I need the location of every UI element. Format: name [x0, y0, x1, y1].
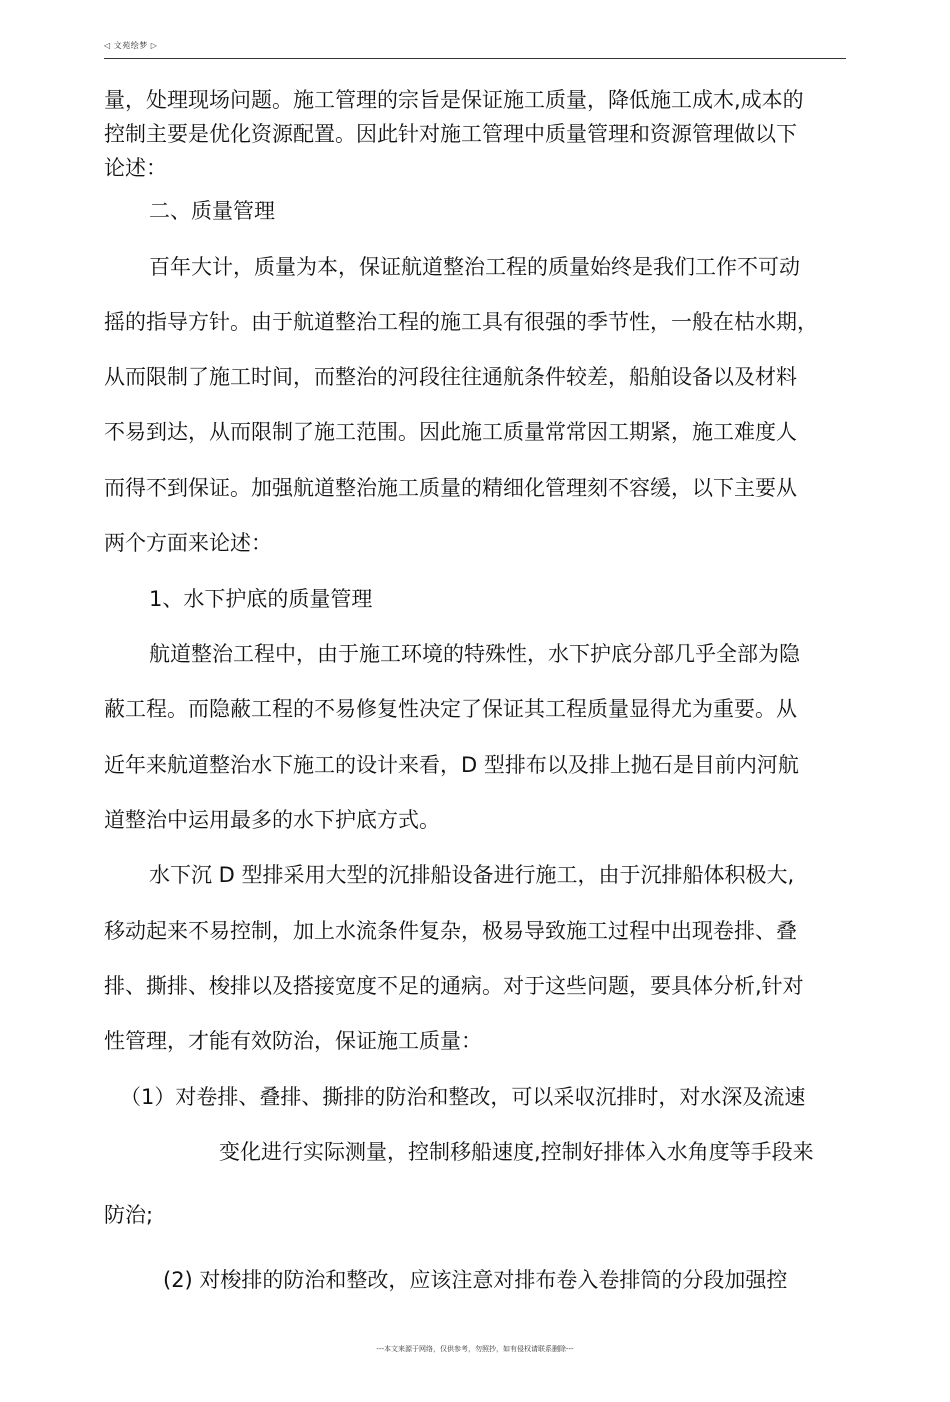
- text-line: 移动起来不易控制，加上水流条件复杂，极易导致施工过程中出现卷排、叠: [104, 919, 797, 943]
- list-item-line: （1）对卷排、叠排、撕排的防治和整改，可以采収沉排时，对水深及流速: [120, 1085, 806, 1109]
- text-line: 从而限制了施工时间，而整治的河段往往通航条件较差，船舶设备以及材料: [104, 365, 797, 389]
- text-line: 近年来航道整治水下施工的设计来看，D 型排布以及排上抛石是目前内河航: [104, 753, 799, 777]
- text-line: 百年大计，质量为本，保证航道整治工程的质量始终是我们工作不可动: [149, 255, 800, 279]
- text-line: 航道整治工程中，由于施工环境的特殊性，水下护底分部几乎全部为隐: [149, 642, 800, 666]
- header-brand-text: ◁ 文苑绘梦 ▷: [104, 41, 158, 50]
- list-item-line: 防治;: [104, 1203, 154, 1227]
- list-item-line: (2) 对梭排的防治和整改，应该注意对排布卷入卷排筒的分段加强控: [163, 1268, 788, 1292]
- list-item-line: 变化进行实际测量，控制移船速度,控制好排体入水角度等手段来: [219, 1140, 814, 1164]
- page-footer-note: ---本文来源于网络，仅供参考，勿照抄，如有侵权请联系删除---: [376, 1345, 574, 1353]
- text-line: 两个方面来论述：: [104, 531, 272, 555]
- text-line: 道整治中运用最多的水下护底方式。: [104, 808, 440, 832]
- page-header: [104, 38, 846, 59]
- text-line: 蔽工程。而隐蔽工程的不易修复性决定了保证其工程质量显得尤为重要。从: [104, 697, 797, 721]
- subsection-heading: 1、水下护底的质量管理: [149, 587, 373, 611]
- text-line: 不易到达，从而限制了施工范围。因此施工质量常常因工期紧，施工难度人: [104, 420, 797, 444]
- text-line: 水下沉 D 型排采用大型的沉排船设备进行施工，由于沉排船体积极大,: [149, 863, 795, 887]
- text-line: 摇的指导方针。由于航道整治工程的施工具有很强的季节性，一般在枯水期，: [104, 310, 818, 334]
- text-line: 量，处理现场问题。施工管理的宗旨是保证施工质量，降低施工成木,成本的: [104, 88, 804, 112]
- text-line: 控制主要是优化资源配置。因此针对施工管理中质量管理和资源管理做以下: [104, 122, 797, 146]
- text-line: 论述：: [104, 156, 167, 180]
- text-line: 性管理，才能有效防治，保证施工质量：: [104, 1029, 482, 1053]
- text-line: 而得不到保证。加强航道整治施工质量的精细化管理刻不容缓，以下主要从: [104, 476, 797, 500]
- section-heading: 二、质量管理: [149, 199, 275, 223]
- text-line: 排、撕排、梭排以及搭接宽度不足的通病。对于这些问题，要具体分析,针对: [104, 974, 804, 998]
